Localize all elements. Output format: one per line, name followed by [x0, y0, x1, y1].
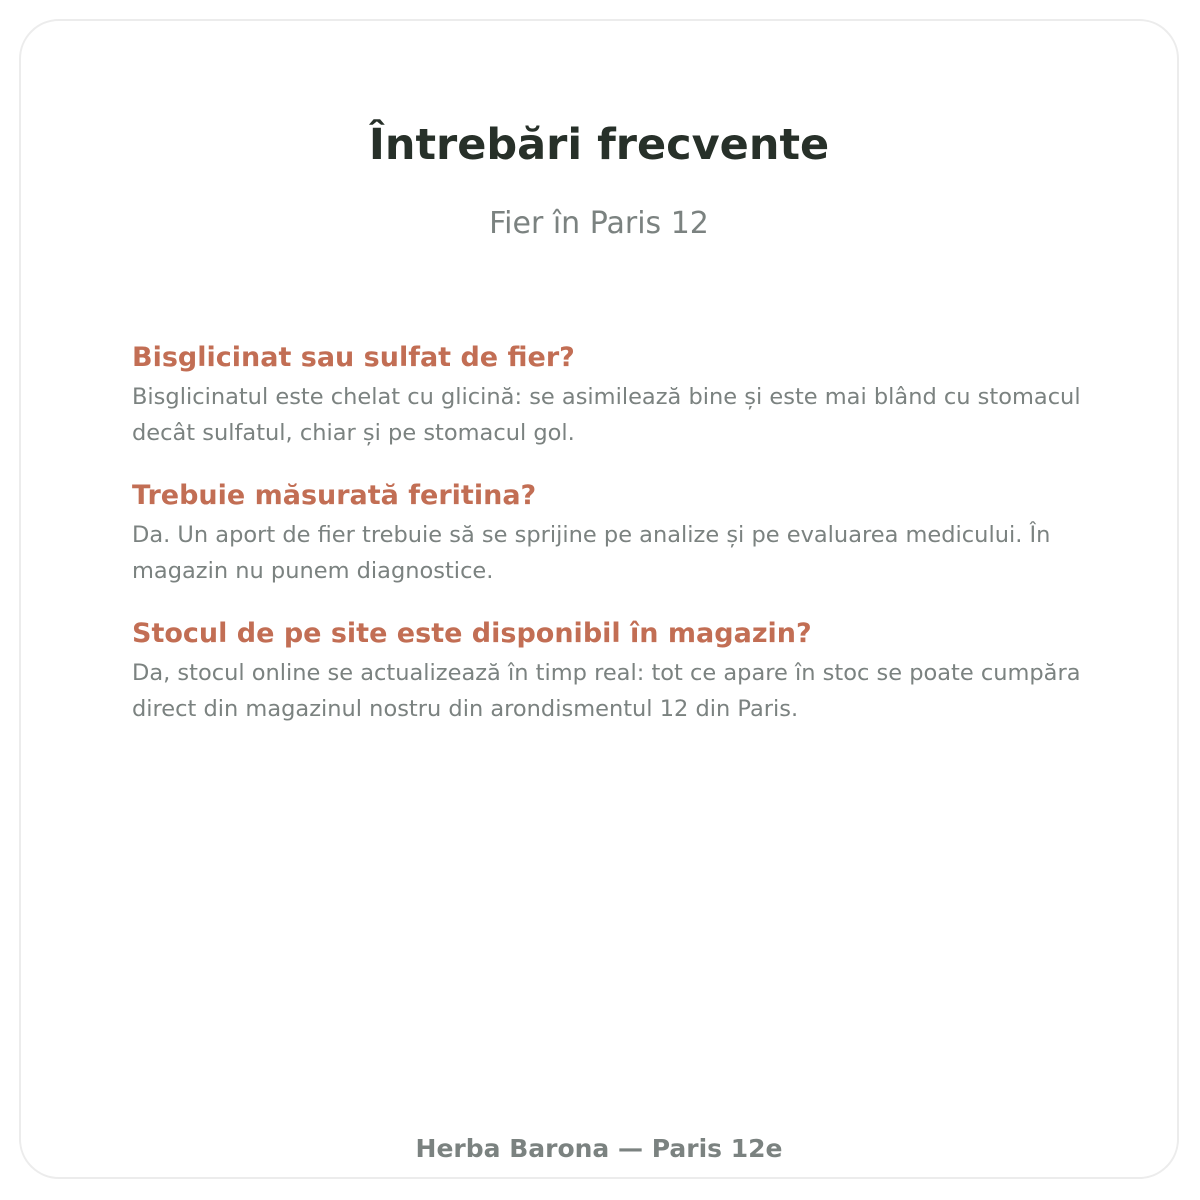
faq-answer: Bisglicinatul este chelat cu glicină: se asimilează bine și este mai blând cu stomacul decât sulfatul, chiar și pe stomacul gol. [132, 384, 1081, 446]
faq-answer: Da. Un aport de fier trebuie să se sprijine pe analize și pe evaluarea medicului. În magazin nu punem diagnostice. [132, 522, 1051, 584]
page-subtitle: Fier în Paris 12 [489, 206, 709, 241]
faq-question: Trebuie măsurată feritina? [132, 480, 537, 511]
faq-item [132, 615, 1122, 727]
faq-item [132, 477, 1122, 589]
faq-card [19, 19, 1179, 1179]
faq-item [132, 339, 1122, 451]
page-title: Întrebări frecvente [368, 120, 830, 170]
faq-list [132, 339, 1122, 753]
faq-question: Stocul de pe site este disponibil în magazin? [132, 618, 812, 649]
faq-answer: Da, stocul online se actualizează în timp real: tot ce apare în stoc se poate cumpăra direct din magazinul nostru din arondismentul 12 din Paris. [132, 660, 1081, 722]
faq-question: Bisglicinat sau sulfat de fier? [132, 342, 575, 373]
footer-brand: Herba Barona — Paris 12e [415, 1134, 783, 1163]
